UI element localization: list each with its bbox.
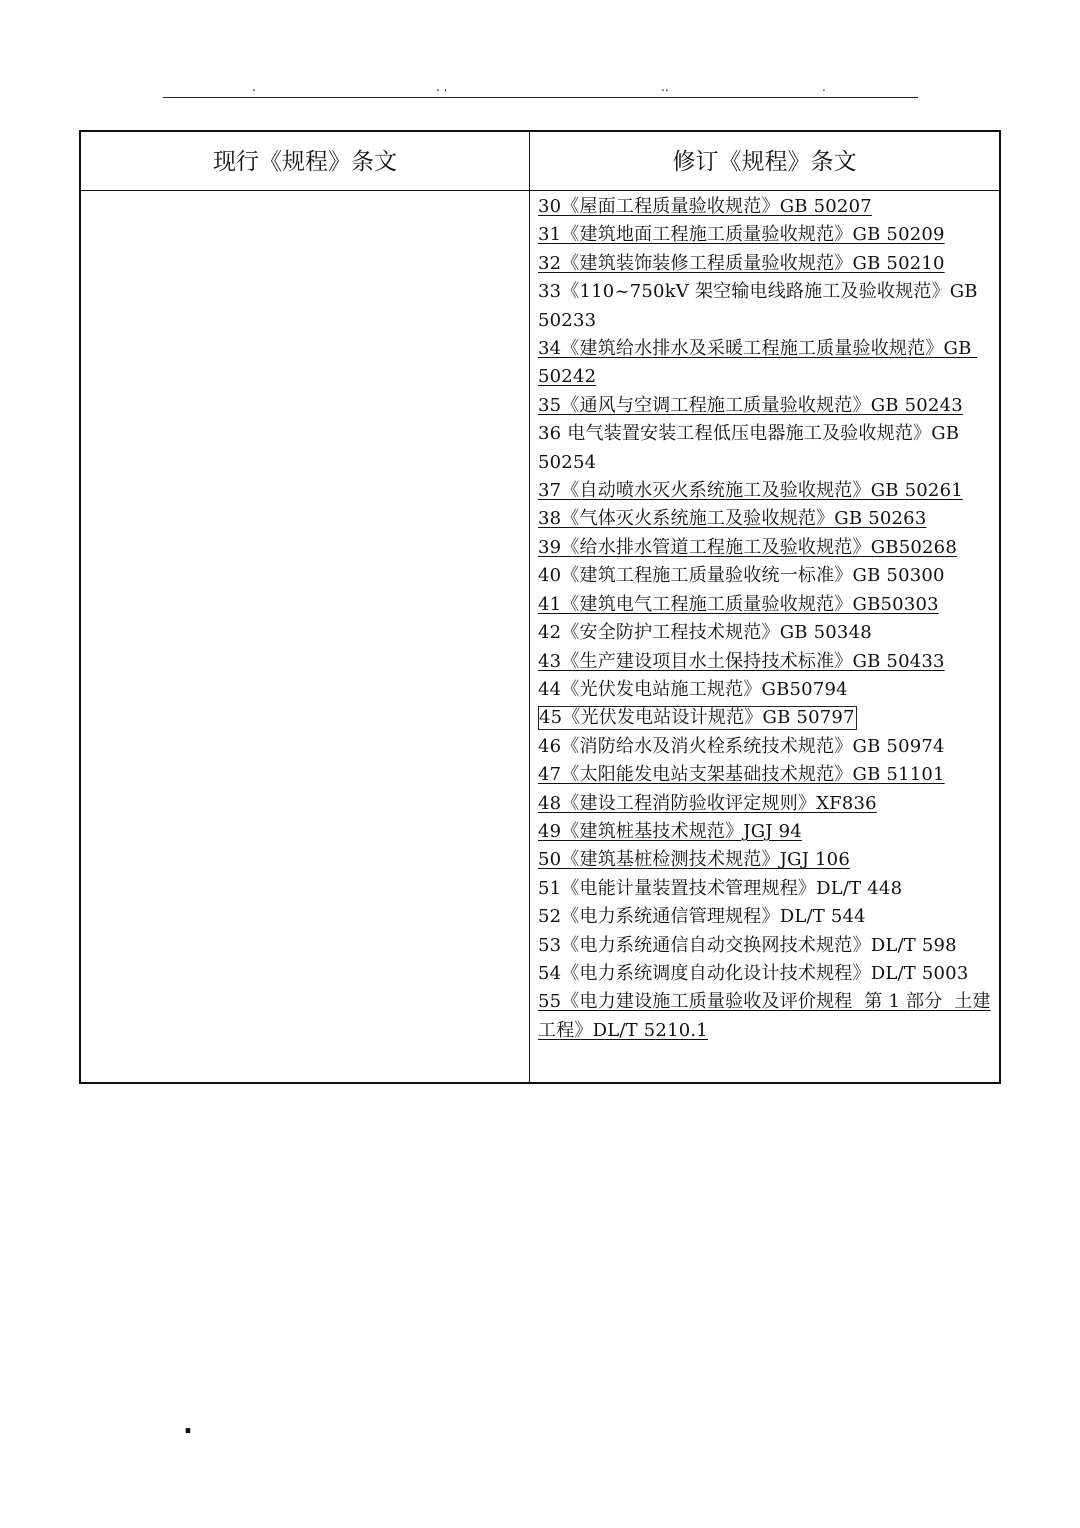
standard-item-text: 34《建筑给水排水及采暖工程施工质量验收规范》GB 50242 bbox=[538, 338, 978, 388]
revised-rules-header: 修订《规程》条文 bbox=[672, 149, 857, 175]
current-rules-cell bbox=[81, 191, 529, 1082]
standard-item-text: 42《安全防护工程技术规范》GB 50348 bbox=[538, 622, 872, 644]
standard-item bbox=[538, 221, 991, 249]
standard-item-text: 48《建设工程消防验收评定规则》XF836 bbox=[538, 792, 877, 814]
standard-item bbox=[538, 392, 991, 420]
standard-item bbox=[538, 250, 991, 278]
standard-item-text: 52《电力系统通信管理规程》DL/T 544 bbox=[538, 906, 866, 928]
header-mark: . bbox=[252, 80, 256, 94]
standard-item-text: 53《电力系统通信自动交换网技术规范》DL/T 598 bbox=[538, 934, 957, 956]
standard-item bbox=[538, 846, 991, 874]
standard-item bbox=[538, 875, 991, 903]
standard-item-text: 54《电力系统调度自动化设计技术规程》DL/T 5003 bbox=[538, 962, 969, 984]
standard-item-text: 50《建筑基桩检测技术规范》JGJ 106 bbox=[538, 849, 850, 871]
standard-item-text: 32《建筑装饰装修工程质量验收规范》GB 50210 bbox=[538, 252, 945, 274]
standard-item bbox=[538, 761, 991, 789]
standard-item-text: 49《建筑桩基技术规范》JGJ 94 bbox=[538, 820, 802, 842]
revised-rules-cell bbox=[530, 191, 999, 1082]
standard-item bbox=[538, 534, 991, 562]
standard-item bbox=[538, 818, 991, 846]
standard-item-text: 44《光伏发电站施工规范》GB50794 bbox=[538, 678, 848, 700]
standard-item bbox=[538, 704, 991, 732]
header-mark: . . bbox=[436, 80, 448, 94]
standard-item bbox=[538, 676, 991, 704]
standard-item bbox=[538, 648, 991, 676]
standard-item bbox=[538, 562, 991, 590]
standard-item-text: 40《建筑工程施工质量验收统一标准》GB 50300 bbox=[538, 565, 945, 587]
standard-item bbox=[538, 335, 991, 392]
standard-item-text: 41《建筑电气工程施工质量验收规范》GB50303 bbox=[538, 593, 939, 615]
header-rule bbox=[163, 97, 918, 98]
standard-item-text: 30《屋面工程质量验收规范》GB 50207 bbox=[538, 196, 872, 217]
standard-item-text: 47《太阳能发电站支架基础技术规范》GB 51101 bbox=[538, 764, 945, 786]
standard-item-text: 39《给水排水管道工程施工及验收规范》GB50268 bbox=[538, 536, 957, 558]
standard-item-text: 43《生产建设项目水土保持技术标准》GB 50433 bbox=[538, 650, 945, 672]
standard-item bbox=[538, 960, 991, 988]
standard-item bbox=[538, 591, 991, 619]
standard-item-text: 45《光伏发电站设计规范》GB 50797 bbox=[539, 707, 855, 729]
standard-item-text: 46《消防给水及消火栓系统技术规范》GB 50974 bbox=[538, 735, 945, 757]
header-mark: .. bbox=[661, 80, 669, 94]
standard-item bbox=[538, 505, 991, 533]
standard-item-text: 35《通风与空调工程施工质量验收规范》GB 50243 bbox=[538, 394, 963, 416]
standard-item bbox=[538, 477, 991, 505]
standard-item-text: 51《电能计量装置技术管理规程》DL/T 448 bbox=[538, 877, 903, 899]
standard-item bbox=[538, 420, 991, 477]
standard-item-text: 37《自动喷水灭火系统施工及验收规范》GB 50261 bbox=[538, 480, 963, 502]
standard-item bbox=[538, 193, 991, 221]
standard-item-text: 36 电气装置安装工程低压电器施工及验收规范》GB 50254 bbox=[538, 423, 966, 473]
standard-item bbox=[538, 988, 991, 1045]
table-header-row bbox=[81, 132, 999, 191]
standards-list bbox=[538, 193, 991, 1045]
standard-item-text: 33《110~750kV 架空输电线路施工及验收规范》GB 50233 bbox=[538, 281, 984, 331]
current-rules-header: 现行《规程》条文 bbox=[213, 149, 397, 175]
standard-item-text: 31《建筑地面工程施工质量验收规范》GB 50209 bbox=[538, 224, 945, 246]
comparison-table bbox=[79, 130, 1001, 1084]
standard-item bbox=[538, 278, 991, 335]
standard-item-text: 55《电力建设施工质量验收及评价规程 第 1 部分 土建工程》DL/T 5210.1 bbox=[538, 991, 991, 1041]
footer-dot: . bbox=[183, 1410, 193, 1440]
standard-item bbox=[538, 619, 991, 647]
standard-item bbox=[538, 903, 991, 931]
standard-item bbox=[538, 932, 991, 960]
standard-item bbox=[538, 733, 991, 761]
standard-item-text: 38《气体灭火系统施工及验收规范》GB 50263 bbox=[538, 508, 927, 530]
header-mark: . bbox=[822, 80, 826, 94]
standard-item bbox=[538, 790, 991, 818]
